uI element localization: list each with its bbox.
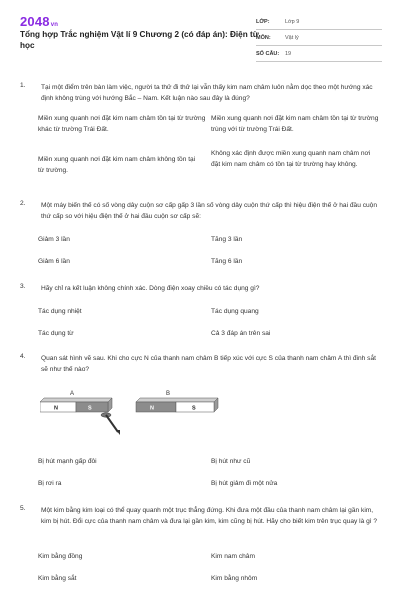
pole-n-label: N — [54, 405, 58, 412]
option-c[interactable]: Tác dụng từ — [38, 330, 74, 337]
site-logo[interactable] — [20, 14, 58, 29]
meta-row-count — [256, 46, 382, 62]
option-d[interactable]: Bị hút giảm đi một nửa — [211, 480, 278, 487]
option-d[interactable]: Tăng 6 lần — [211, 258, 243, 265]
option-d[interactable]: Cả 3 đáp án trên sai — [211, 330, 271, 337]
option-c[interactable]: Bị rơi ra — [38, 480, 62, 487]
magnet-figure — [40, 388, 260, 440]
option-d[interactable]: Kim bằng nhôm — [211, 575, 258, 582]
question-text: Quan sát hình vẽ sau. Khi cho cực N của thanh nam châm B tiếp xúc với cực S của thanh nam châm A thì đinh sắt sẽ như thế nào? — [41, 355, 376, 373]
meta-value: Vật lý — [285, 35, 299, 41]
page-title: Tổng hợp Trắc nghiệm Vật lí 9 Chương 2 (có đáp án): Điện từ học — [20, 30, 259, 50]
question-text: Hãy chỉ ra kết luận không chính xác. Dòng điện xoay chiều có tác dụng gì? — [41, 285, 260, 292]
question-number: 1. — [20, 82, 26, 89]
option-c[interactable]: Miền xung quanh nơi đặt kim nam châm không tồn tại từ trường. — [38, 156, 196, 174]
option-c[interactable]: Kim bằng sắt — [38, 575, 77, 582]
meta-row-class — [256, 14, 382, 30]
option-d[interactable]: Không xác định được miền xung quanh nam châm nơi đặt kim nam châm có tồn tại từ trường hay không. — [211, 150, 371, 168]
question-text: Một máy biến thế có số vòng dây cuộn sơ cấp gấp 3 lần số vòng dây cuộn thứ cấp thì hiệu điện thế ở hai đầu cuộn thứ cấp so với hiệu điện thế ở hai đầu cuộn sơ cấp sẽ: — [41, 202, 378, 220]
logo-text: 2048 — [20, 14, 50, 29]
magnet-a — [40, 398, 112, 412]
pole-s-label: S — [88, 405, 92, 412]
meta-key: LỚP: — [256, 19, 270, 25]
question-number: 5. — [20, 505, 26, 512]
logo-suffix: vn — [50, 22, 59, 28]
option-b[interactable]: Miền xung quanh nơi đặt kim nam châm tồn tại từ trường trùng với từ trường Trái Đất. — [211, 115, 379, 133]
option-a[interactable]: Bị hút mạnh gấp đôi — [38, 458, 97, 465]
option-b[interactable]: Tác dụng quang — [211, 308, 259, 315]
magnet-b — [136, 398, 218, 412]
option-a[interactable]: Kim bằng đồng — [38, 553, 83, 560]
option-b[interactable]: Tăng 3 lần — [211, 236, 243, 243]
meta-key: SỐ CÂU: — [256, 51, 280, 57]
iron-nail-icon — [101, 413, 120, 435]
option-a[interactable]: Giảm 3 lần — [38, 236, 70, 243]
meta-value: Lớp 9 — [285, 19, 300, 25]
question-number: 2. — [20, 200, 26, 207]
question-text: Tại một điểm trên bàn làm việc, người ta thử đi thử lại vẫn thấy kim nam châm luôn nằm dọc theo một hướng xác định không trùng với hướng Bắc – Nam. Kết luận nào sau đây là đúng? — [41, 84, 373, 102]
question-number: 3. — [20, 283, 26, 290]
magnet-b-label: B — [166, 391, 171, 397]
option-b[interactable]: Kim nam châm — [211, 553, 255, 560]
pole-s-label: S — [192, 405, 196, 412]
option-a[interactable]: Tác dụng nhiệt — [38, 308, 82, 315]
meta-table — [256, 14, 382, 62]
option-c[interactable]: Giảm 6 lần — [38, 258, 70, 265]
meta-row-subject — [256, 30, 382, 46]
option-b[interactable]: Bị hút như cũ — [211, 458, 251, 465]
question-number: 4. — [20, 353, 26, 360]
page-header — [0, 0, 400, 62]
option-a[interactable]: Miền xung quanh nơi đặt kim nam châm tồn tại từ trường khác từ trường Trái Đất. — [38, 115, 206, 133]
meta-key: MÔN: — [256, 35, 271, 41]
meta-value: 19 — [285, 51, 292, 57]
pole-n-label: N — [150, 405, 154, 412]
magnet-a-label: A — [70, 391, 75, 397]
question-text: Một kim bằng kim loại có thể quay quanh một trục thẳng đứng. Khi đưa một đầu của thanh nam châm lại gần kim, kim bị hút. Đổi cực của thanh nam châm và đưa lại gần kim, kim cũng bị hút. Hãy cho biết kim trên trục quay là gì ? — [41, 507, 378, 525]
